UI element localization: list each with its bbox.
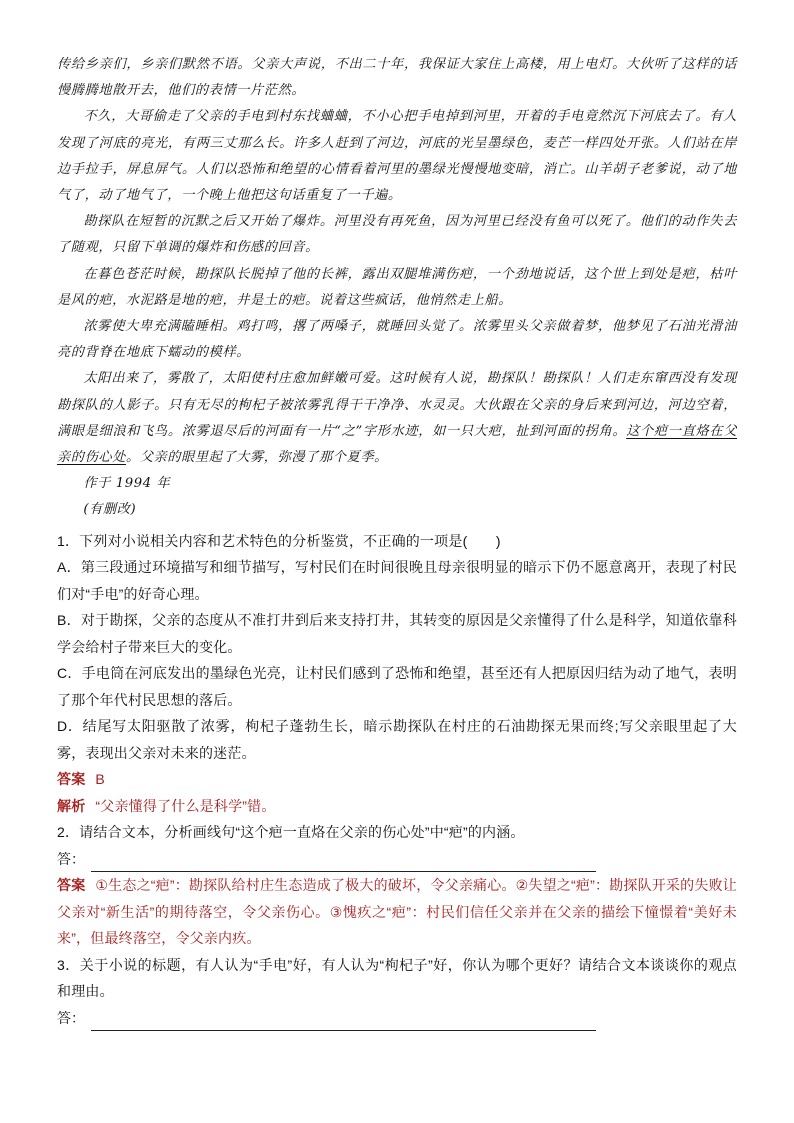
story-paragraph-6-tail: 。父亲的眼里起了大雾，弥漫了那个夏季。 (125, 450, 388, 466)
answer-blank[interactable] (91, 853, 596, 872)
story-paragraph-6-main: 太阳出来了，雾散了，太阳使村庄愈加鲜嫩可爱。这时候有人说，勘探队！勘探队！人们走东窜西没有发现勘探队的人影子。只有无尽的枸杞子被浓雾乳得干干净净、水灵灵。大伙跟在父亲的身后来到河边，河边空着，满眼是细浪和飞鸟。浓雾退尽后的河面有一片“之”字形水迹，如一只大疤，扯到河面的拐角。 (57, 371, 737, 439)
question-2-stem: 2．请结合文本，分析画线句“这个疤一直烙在父亲的伤心处”中“疤”的内涵。 (57, 824, 525, 841)
answer-label: 答案 (57, 877, 86, 894)
analysis-label: 解析 (57, 797, 86, 814)
edit-note: (有删改) (83, 502, 137, 518)
story-paragraph-2: 不久，大哥偷走了父亲的手电到村东找蛐蛐，不小心把手电掉到河里，开着的手电竟然沉下河底去了。有人发现了河底的亮光，有两三丈那么长。许多人赶到了河边，河底的光呈墨绿色，麦芒一样四处开张。人们站在岸边手拉手，屏息屏气。人们以恐怖和绝望的心情看着河里的墨绿光慢慢地变暗，消亡。山羊胡子老爹说，动了地气了，动了地气了，一个晚上他把这句话重复了一千遍。 (57, 109, 737, 204)
analysis-text: “父亲懂得了什么是科学”错。 (95, 797, 276, 814)
question-2-answer-line[interactable] (57, 846, 737, 873)
story-paragraph-4: 在暮色苍茫时候，勘探队长脱掉了他的长裤，露出双腿堆满伤疤，一个劲地说话，这个世上到处是疤，枯叶是风的疤，水泥路是地的疤，井是土的疤。说着这些疯话，他悄然走上船。 (57, 266, 737, 308)
answer-prefix: 答： (57, 1009, 85, 1026)
answer-label: 答案 (57, 771, 86, 788)
question-1-analysis (57, 793, 737, 820)
answer-text: ①生态之“疤”：勘探队给村庄生态造成了极大的破坏，令父亲痛心。②失望之“疤”：勘探队开采的失败让父亲对“新生活”的期待落空，令父亲伤心。③愧疚之“疤”：村民们信任父亲并在父亲的描绘下憧憬着“美好未来”，但最终落空，令父亲内疚。 (57, 877, 737, 947)
question-3-stem: 3．关于小说的标题，有人认为“手电”好，有人认为“枸杞子”好，你认为哪个更好？请结合文本谈谈你的观点和理由。 (57, 956, 737, 1000)
question-1-answer (57, 766, 737, 793)
option-b: B．对于勘探，父亲的态度从不准打井到后来支持打井，其转变的原因是父亲懂得了什么是科学，知道依靠科学会给村子带来巨大的变化。 (57, 612, 737, 655)
date-signature: 作于 1994 年 (83, 476, 171, 492)
story-paragraph-3: 勘探队在短暂的沉默之后又开始了爆炸。河里没有再死鱼，因为河里已经没有鱼可以死了。他们的动作失去了随观，只留下单调的爆炸和伤感的回音。 (57, 214, 737, 256)
question-1-stem: 1．下列对小说相关内容和艺术特色的分析鉴赏，不正确的一项是( ) (57, 532, 501, 549)
document-page (57, 52, 737, 1031)
underlined-sentence: 这个疤一直烙在父亲的伤心处 (57, 423, 737, 466)
story-paragraph-5: 浓雾使大卑充满瞌睡相。鸡打鸣，撂了两嗓子，就睡回头觉了。浓雾里头父亲做着梦，他梦见了石油光滑油亮的背脊在地底下蠕动的模样。 (57, 319, 737, 361)
story-text (57, 52, 737, 524)
story-paragraph-6 (57, 366, 737, 471)
questions-section (57, 528, 737, 1032)
option-c: C．手电筒在河底发出的墨绿色光亮，让村民们感到了恐怖和绝望，甚至还有人把原因归结为动了地气，表明了那个年代村民思想的落后。 (57, 665, 737, 708)
option-a: A．第三段通过环境描写和细节描写，写村民们在时间很晚且母亲很明显的暗示下仍不愿意离开，表现了村民们对“手电”的好奇心理。 (57, 559, 737, 602)
story-paragraph-1: 传给乡亲们，乡亲们默然不语。父亲大声说，不出二十年，我保证大家住上高楼，用上电灯。大伙听了这样的话慢腾腾地散开去，他们的表情一片茫然。 (57, 57, 737, 99)
answer-blank[interactable] (91, 1012, 596, 1031)
option-d: D．结尾写太阳驱散了浓雾，枸杞子蓬勃生长，暗示勘探队在村庄的石油勘探无果而终;写父亲眼里起了大雾，表现出父亲对未来的迷茫。 (57, 718, 737, 761)
question-2-answer (57, 872, 737, 952)
answer-prefix: 答： (57, 850, 85, 867)
question-3-answer-line[interactable] (57, 1005, 737, 1032)
answer-value: B (95, 771, 105, 788)
